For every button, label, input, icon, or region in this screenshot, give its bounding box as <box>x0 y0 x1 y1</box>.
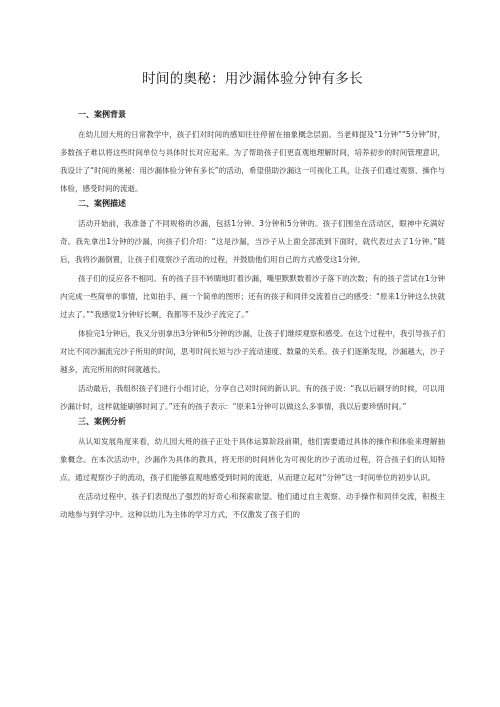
paragraph: 活动最后，我组织孩子们进行小组讨论，分享自己对时间的新认识。有的孩子说：“我以后刷牙的时候，可以用沙漏计时，这样就能刷够时间了。”还有的孩子表示：“原来1分钟可以做这么多事情，我以后要珍惜时间。” <box>60 384 445 411</box>
document-page <box>60 0 445 707</box>
section-heading: 三、案例分析 <box>78 417 126 426</box>
section-background <box>60 109 445 198</box>
section-heading: 二、案例描述 <box>78 199 126 208</box>
paragraph: 从认知发展角度来看，幼儿园大班的孩子正处于具体运算阶段前期，他们需要通过具体的操作和体验来理解抽象概念。在本次活动中，沙漏作为具体的教具，将无形的时间转化为可视化的沙子流动过程，符合孩子们的认知特点。通过观察沙子的流动，孩子们能够直观地感受到时间的流逝，从而建立起对“分钟”这一时间单位的初步认识。 <box>60 437 445 482</box>
section-heading: 一、案例背景 <box>78 110 126 119</box>
paragraph: 活动开始前，我准备了不同规格的沙漏，包括1分钟、3分钟和5分钟的。孩子们围坐在活动区，眼神中充满好奇。我先拿出1分钟的沙漏，向孩子们介绍：“这是沙漏，当沙子从上面全部流到下面时，就代表过去了1分钟。”随后，我将沙漏倒置，让孩子们观察沙子流动的过程，并鼓励他们用自己的方式感受这1分钟。 <box>60 219 445 264</box>
section-analysis <box>60 416 445 524</box>
paragraph: 在幼儿园大班的日常教学中，孩子们对时间的感知往往停留在抽象概念层面。当老师提及“1分钟”“5分钟”时，多数孩子难以将这些时间单位与具体时长对应起来。为了帮助孩子们更直观地理解时间，培养初步的时间管理意识，我设计了“时间的奥秘：用沙漏体验分钟有多长”的活动，希望借助沙漏这一可视化工具，让孩子们通过观察、操作与体验，感受时间的流逝。 <box>60 130 445 193</box>
paragraph: 孩子们的反应各不相同。有的孩子目不转睛地盯着沙漏，嘴里默默数着沙子落下的次数；有的孩子尝试在1分钟内完成一些简单的事情，比如拍手、画一个简单的图形；还有的孩子和同伴交流着自己的感受：“原来1分钟这么快就过去了。”“我感觉1分钟好长啊，我都等不及沙子流完了。” <box>60 274 445 319</box>
document-title: 时间的奥秘：用沙漏体验分钟有多长 <box>142 71 363 87</box>
paragraph: 体验完1分钟后，我又分别拿出3分钟和5分钟的沙漏，让孩子们继续观察和感受。在这个过程中，我引导孩子们对比不同沙漏流完沙子所用的时间，思考时间长短与沙子流动速度、数量的关系。孩子们逐渐发现，沙漏越大，沙子越多，流完所用的时间就越长。 <box>60 329 445 374</box>
section-description <box>60 198 445 416</box>
paragraph: 在活动过程中，孩子们表现出了强烈的好奇心和探索欲望。他们通过自主观察、动手操作和同伴交流，积极主动地参与到学习中。这种以幼儿为主体的学习方式，不仅激发了孩子们的 <box>60 492 445 519</box>
